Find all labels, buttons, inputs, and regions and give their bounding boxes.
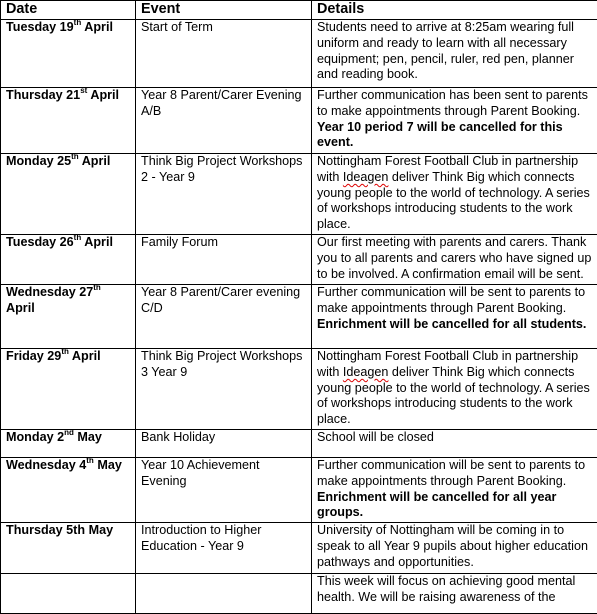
event-cell: Start of Term bbox=[136, 20, 312, 88]
details-note: Year 10 period 7 will be cancelled for this event. bbox=[317, 120, 563, 150]
table-row bbox=[1, 88, 597, 154]
event-cell: Family Forum bbox=[136, 235, 312, 285]
details-cell: This week will focus on achieving good mental health. We will be raising awareness of the bbox=[312, 574, 597, 614]
table-row bbox=[1, 458, 597, 523]
event-cell: Year 10 Achievement Evening bbox=[136, 458, 312, 523]
table-row bbox=[1, 154, 597, 235]
details-cell: Our first meeting with parents and carers. Thank you to all parents and carers who have signed up to be involved. A confirmation email will be sent. bbox=[312, 235, 597, 285]
table-row bbox=[1, 430, 597, 458]
date-cell: Wednesday 4th May bbox=[1, 458, 136, 523]
details-cell: Further communication has been sent to parents to make appointments through Parent Booking. Year 10 period 7 will be cancelled for this event. bbox=[312, 88, 597, 154]
table-row bbox=[1, 20, 597, 88]
table-row bbox=[1, 349, 597, 430]
details-cell: Nottingham Forest Football Club in partnership with Ideagen deliver Think Big which connects young people to the world of technology. A series of workshops introducing students to the work place. bbox=[312, 154, 597, 235]
event-cell: Year 8 Parent/Carer evening C/D bbox=[136, 285, 312, 349]
details-cell: Further communication will be sent to parents to make appointments through Parent Booking. Enrichment will be cancelled for all students. bbox=[312, 285, 597, 349]
event-cell: Introduction to Higher Education - Year 9 bbox=[136, 523, 312, 574]
details-cell: Nottingham Forest Football Club in partnership with Ideagen deliver Think Big which connects young people to the world of technology. A series of workshops introducing students to the work place. bbox=[312, 349, 597, 430]
date-cell: Friday 29th April bbox=[1, 349, 136, 430]
details-note: Enrichment will be cancelled for all year groups. bbox=[317, 490, 556, 520]
header-row bbox=[1, 1, 597, 20]
details-cell: Further communication will be sent to parents to make appointments through Parent Booking. Enrichment will be cancelled for all year groups. bbox=[312, 458, 597, 523]
table-row bbox=[1, 574, 597, 614]
table-row bbox=[1, 235, 597, 285]
date-cell: Thursday 5th May bbox=[1, 523, 136, 574]
details-note: Enrichment will be cancelled for all students. bbox=[317, 317, 586, 331]
date-cell: Monday 25th April bbox=[1, 154, 136, 235]
event-cell: Think Big Project Workshops 3 Year 9 bbox=[136, 349, 312, 430]
table-row bbox=[1, 285, 597, 349]
details-cell: Students need to arrive at 8:25am wearing full uniform and ready to learn with all necessary equipment; pen, pencil, ruler, red pen, planner and reading book. bbox=[312, 20, 597, 88]
event-cell: Think Big Project Workshops 2 - Year 9 bbox=[136, 154, 312, 235]
header-date: Date bbox=[1, 1, 136, 20]
details-cell: University of Nottingham will be coming in to speak to all Year 9 pupils about higher education pathways and opportunities. bbox=[312, 523, 597, 574]
date-cell: Tuesday 19th April bbox=[1, 20, 136, 88]
date-cell: Thursday 21st April bbox=[1, 88, 136, 154]
date-cell: Monday 2nd May bbox=[1, 430, 136, 458]
event-cell: Year 8 Parent/Carer Evening A/B bbox=[136, 88, 312, 154]
table-row bbox=[1, 523, 597, 574]
event-cell bbox=[136, 574, 312, 614]
date-cell: Wednesday 27th April bbox=[1, 285, 136, 349]
header-event: Event bbox=[136, 1, 312, 20]
header-details: Details bbox=[312, 1, 597, 20]
date-cell bbox=[1, 574, 136, 614]
spellcheck-word: Ideagen bbox=[343, 365, 389, 379]
details-cell: School will be closed bbox=[312, 430, 597, 458]
spellcheck-word: Ideagen bbox=[343, 170, 389, 184]
event-cell: Bank Holiday bbox=[136, 430, 312, 458]
date-cell: Tuesday 26th April bbox=[1, 235, 136, 285]
